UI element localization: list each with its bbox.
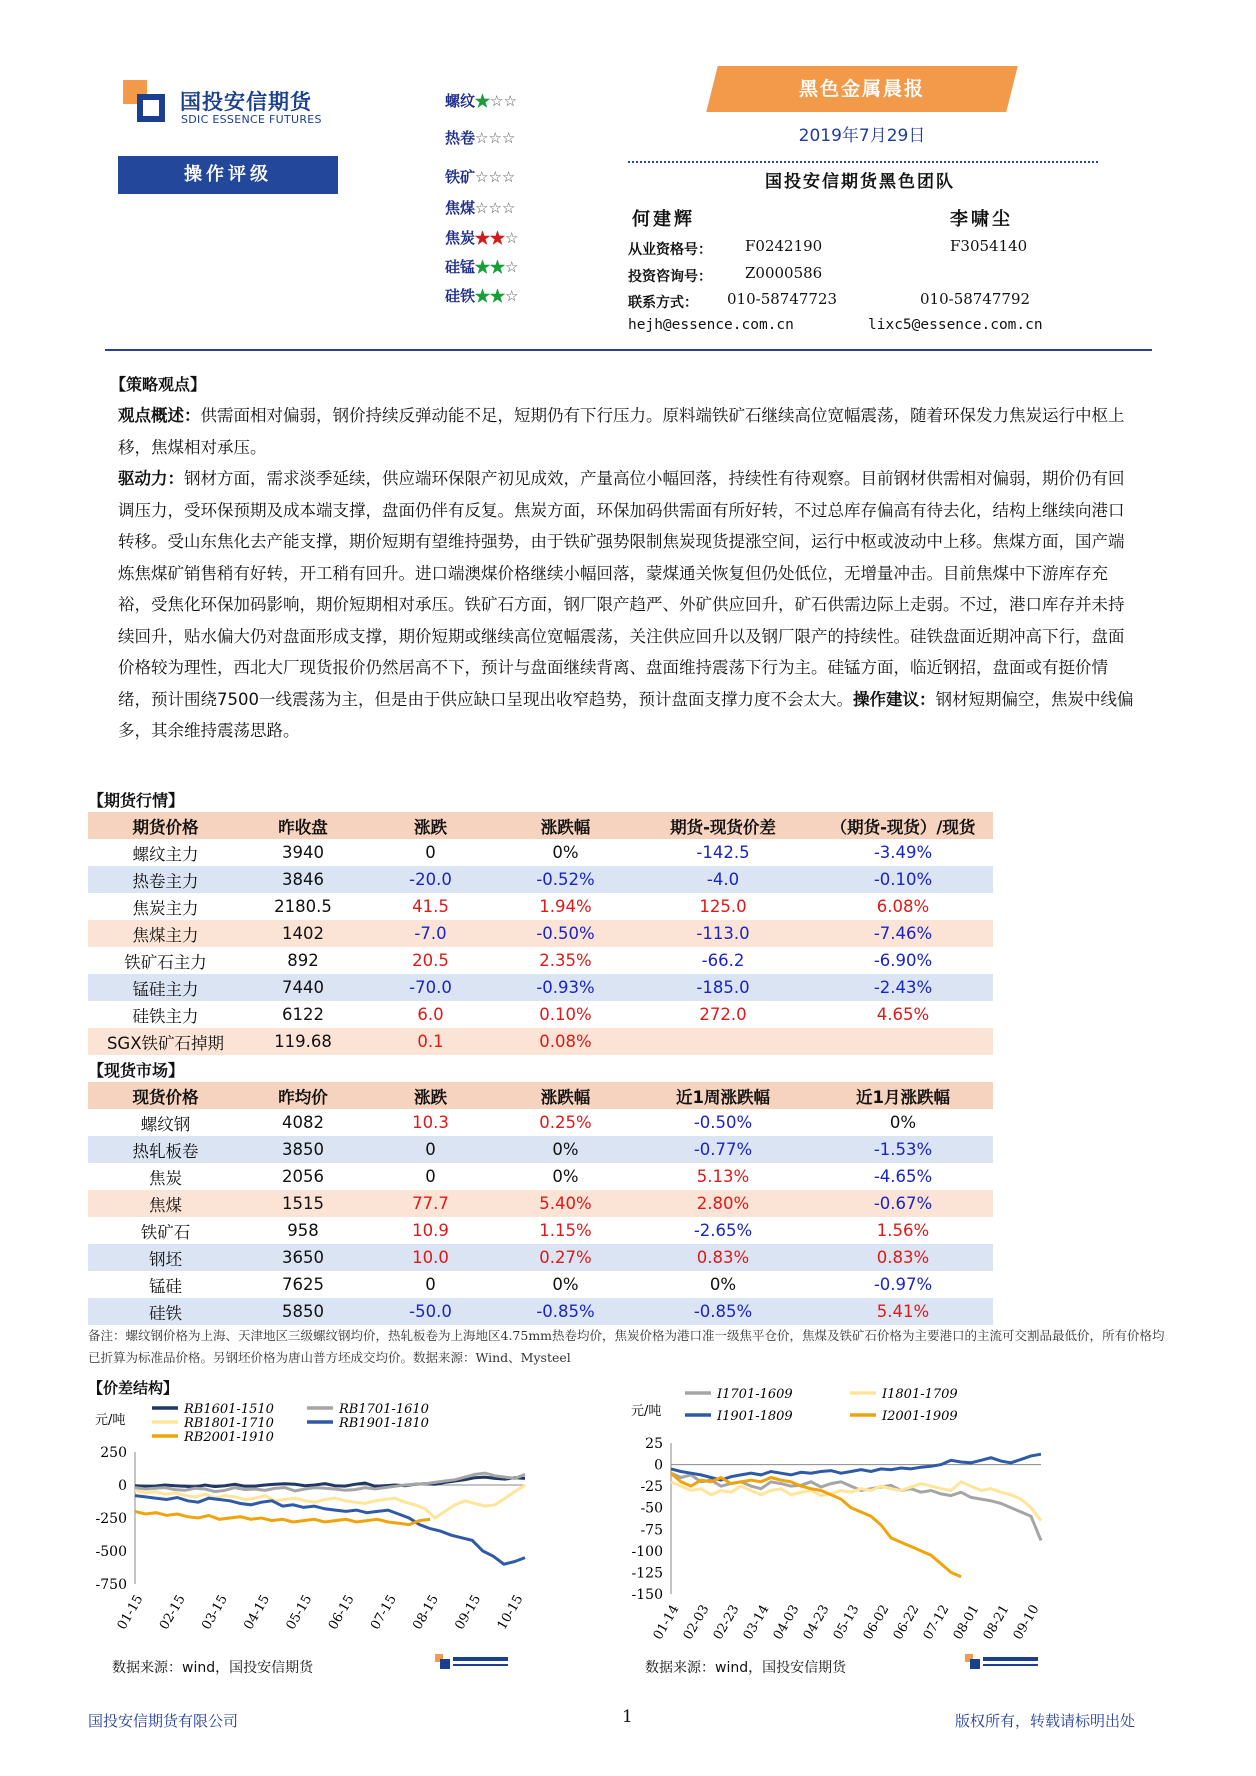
email-1[interactable]: hejh@essence.com.cn [628,317,794,333]
table-cell: 1.94% [498,893,633,920]
table-cell: 钢坯 [88,1244,243,1271]
spot-table [88,1082,993,1325]
table-cell: 6.0 [363,1001,498,1028]
y-tick-label: -500 [95,1544,127,1560]
table-cell: 0 [363,1163,498,1190]
chart2-watermark-logo [965,1652,1045,1674]
x-tick-label: 05-13 [830,1602,863,1643]
rating-silicomanganese: 硅锰★★☆ [445,258,519,276]
table-note: 备注：螺纹钢价格为上海、天津地区三级螺纹钢均价，热轧板卷为上海地区4.75mm热卷均价，焦炭价格为港口准一级焦平仓价，焦煤及铁矿石价格为主要港口的主流可交割品最低价，所有价格均已折算为标准品价格。另钢坯价格为唐山普方坯成交均价。数据来源：Wind、Mysteel [88,1328,1165,1365]
table-cell: 0.10% [498,1001,633,1028]
table-cell: 0.27% [498,1244,633,1271]
summary-paragraph [118,400,1138,463]
spot-heading: 【现货市场】 [88,1061,185,1080]
header-divider [105,349,1152,351]
table-cell: -113.0 [633,920,813,947]
rating-iron-ore: 铁矿☆☆☆ [445,168,516,186]
email-2[interactable]: lixc5@essence.com.cn [868,317,1043,333]
y-tick-label: -125 [631,1565,663,1582]
table-cell: 10.3 [363,1109,498,1136]
table-cell: -6.90% [813,947,993,974]
table-cell: -7.0 [363,920,498,947]
table-cell: 焦煤 [88,1190,243,1217]
x-tick-label: 07-15 [368,1592,400,1633]
table-cell: -0.67% [813,1190,993,1217]
series-line [671,1473,961,1577]
table-cell: 0% [633,1271,813,1298]
y-tick-label: -25 [640,1479,663,1496]
spread-heading: 【价差结构】 [88,1379,179,1397]
column-header: 涨跌幅 [498,1082,633,1109]
table-row [88,1109,993,1136]
table-cell: 5.40% [498,1190,633,1217]
team-name: 国投安信期货黑色团队 [765,172,955,192]
table-cell: 2180.5 [243,893,363,920]
table-cell: 10.9 [363,1217,498,1244]
table-cell: 螺纹主力 [88,839,243,866]
table-cell: 0% [498,1136,633,1163]
futures-table [88,812,993,1055]
table-cell: 3850 [243,1136,363,1163]
table-cell: 77.7 [363,1190,498,1217]
legend-label: I1701-1609 [717,1387,793,1402]
x-tick-label: 06-15 [325,1592,358,1633]
table-cell: 0% [498,1271,633,1298]
phone-2: 010-58747792 [920,290,1031,308]
table-cell: -0.50% [498,920,633,947]
table-cell: 5850 [243,1298,363,1325]
table-cell: 0.1 [363,1028,498,1055]
table-cell: 2.35% [498,947,633,974]
legend-label: I1901-1809 [717,1409,793,1424]
table-cell: 焦炭主力 [88,893,243,920]
table-cell: 4.65% [813,1001,993,1028]
x-tick-label: 02-15 [156,1592,189,1633]
table-cell: 2.80% [633,1190,813,1217]
x-tick-label: 02-03 [680,1602,713,1643]
column-header: 涨跌 [363,812,498,839]
table-cell: 铁矿石 [88,1217,243,1244]
table-cell: 0% [498,1163,633,1190]
table-cell: 41.5 [363,893,498,920]
x-tick-label: 02-23 [710,1602,743,1643]
table-cell: 5.13% [633,1163,813,1190]
table-row [88,947,993,974]
report-date: 2019年7月29日 [798,126,926,146]
futures-header-row [88,812,993,839]
x-tick-label: 09-10 [1010,1602,1043,1643]
table-row [88,1217,993,1244]
table-cell: -20.0 [363,866,498,893]
table-cell: 0% [498,839,633,866]
y-tick-label: -75 [640,1522,663,1539]
driver-label: 驱动力： [118,469,184,488]
table-row [88,1136,993,1163]
chart-iron-ore-spread [625,1385,1055,1650]
y-tick-label: 25 [645,1436,663,1452]
table-cell: 6.08% [813,893,993,920]
invest-number-1: Z0000586 [745,264,823,282]
x-tick-label: 05-15 [283,1592,316,1633]
table-cell: -3.49% [813,839,993,866]
x-tick-label: 03-15 [199,1592,231,1633]
y-axis-label: 元/吨 [95,1413,126,1428]
table-cell: 1.15% [498,1217,633,1244]
table-cell: 焦煤主力 [88,920,243,947]
table-cell: -4.0 [633,866,813,893]
table-cell: 2056 [243,1163,363,1190]
table-cell: 1515 [243,1190,363,1217]
legend-label: RB1701-1610 [339,1402,429,1417]
x-tick-label: 10-15 [494,1592,527,1633]
table-cell: -0.77% [633,1136,813,1163]
table-cell [813,1028,993,1055]
rating-label: 操作评级 [118,156,338,194]
spot-header-row [88,1082,993,1109]
table-cell: 119.68 [243,1028,363,1055]
x-tick-label: 06-22 [890,1602,923,1643]
table-cell: -2.43% [813,974,993,1001]
y-tick-label: -250 [95,1511,127,1527]
y-tick-label: -100 [631,1543,663,1560]
table-cell: 0 [363,1271,498,1298]
table-cell: 热卷主力 [88,866,243,893]
table-cell: -0.52% [498,866,633,893]
x-tick-label: 01-15 [114,1592,147,1633]
legend-label: RB1601-1510 [184,1402,274,1417]
table-cell: -1.53% [813,1136,993,1163]
rating-rebar: 螺纹★☆☆ [445,92,517,110]
table-cell: 0 [363,839,498,866]
table-row [88,1028,993,1055]
table-cell: 铁矿石主力 [88,947,243,974]
x-tick-label: 06-02 [860,1602,893,1643]
table-cell: -0.85% [633,1298,813,1325]
rating-hotcoil: 热卷☆☆☆ [445,129,516,147]
phone-1: 010-58747723 [727,290,838,308]
column-header: 昨收盘 [243,812,363,839]
series-line [135,1496,525,1565]
table-cell: -0.93% [498,974,633,1001]
series-line [671,1473,1041,1540]
chart-rb-spread [95,1390,545,1650]
x-tick-label: 08-01 [950,1602,983,1643]
footer-rights: 版权所有，转载请标明出处 [955,1712,1136,1730]
table-cell: -2.65% [633,1217,813,1244]
table-cell: 0.83% [813,1244,993,1271]
legend-label: RB1901-1810 [339,1416,429,1431]
advice-label: 操作建议： [853,689,936,709]
table-cell: -0.97% [813,1271,993,1298]
y-tick-label: -50 [640,1500,663,1517]
x-tick-label: 04-03 [770,1602,803,1643]
table-row [88,866,993,893]
table-cell: 0 [363,1136,498,1163]
report-banner: 黑色金属晨报 [798,78,925,100]
analyst-name-2: 李啸尘 [950,209,1013,230]
table-cell: 螺纹钢 [88,1109,243,1136]
legend-label: RB2001-1910 [184,1430,274,1445]
table-cell: -0.85% [498,1298,633,1325]
table-cell: 125.0 [633,893,813,920]
table-cell: -0.10% [813,866,993,893]
table-cell: 0.25% [498,1109,633,1136]
table-cell: 硅铁 [88,1298,243,1325]
strategy-heading: 【策略观点】 [110,375,207,394]
table-cell: -142.5 [633,839,813,866]
table-row [88,893,993,920]
rating-coking-coal: 焦煤☆☆☆ [445,199,516,217]
futures-heading: 【期货行情】 [88,791,185,810]
rating-ferrosilicon: 硅铁★★☆ [445,287,519,305]
y-tick-label: 250 [100,1445,127,1461]
table-cell: -66.2 [633,947,813,974]
x-tick-label: 09-15 [452,1592,485,1633]
x-tick-label: 07-12 [920,1602,953,1643]
chart2-source: 数据来源：wind，国投安信期货 [645,1660,847,1676]
table-cell: 958 [243,1217,363,1244]
table-row [88,920,993,947]
driver-paragraph [118,463,1138,747]
column-header: 期货价格 [88,812,243,839]
table-cell: -185.0 [633,974,813,1001]
table-row [88,1271,993,1298]
table-cell: 10.0 [363,1244,498,1271]
cert-number-1: F0242190 [745,237,823,255]
x-tick-label: 04-23 [800,1602,833,1643]
x-tick-label: 08-15 [410,1592,443,1633]
table-cell: -7.46% [813,920,993,947]
rating-coke: 焦炭★★☆ [445,229,519,247]
series-line [135,1473,525,1492]
series-line [135,1511,430,1524]
y-tick-label: 0 [118,1478,127,1494]
invest-label: 投资咨询号： [628,269,712,285]
table-cell: 7440 [243,974,363,1001]
x-tick-label: 04-15 [241,1592,274,1633]
y-tick-label: -150 [631,1587,663,1603]
legend-label: I1801-1709 [882,1387,958,1402]
column-header: 现货价格 [88,1082,243,1109]
table-cell: 5.41% [813,1298,993,1325]
column-header: 期货-现货价差 [633,812,813,839]
advice-text: 钢材短期偏空，焦炭中线偏多，其余维持震荡思路。 [118,689,1134,740]
footer-page-number: 1 [622,1707,633,1727]
table-cell: -0.50% [633,1109,813,1136]
table-cell: 硅铁主力 [88,1001,243,1028]
table-row [88,1298,993,1325]
table-row [88,1163,993,1190]
table-row [88,1244,993,1271]
table-cell: 272.0 [633,1001,813,1028]
cert-label: 从业资格号： [628,242,712,258]
table-cell: 0% [813,1109,993,1136]
contact-label: 联系方式： [628,295,698,311]
table-cell: 热轧板卷 [88,1136,243,1163]
table-cell: 4082 [243,1109,363,1136]
table-cell: 0.08% [498,1028,633,1055]
table-cell: 焦炭 [88,1163,243,1190]
table-cell: 3846 [243,866,363,893]
cert-number-2: F3054140 [950,237,1028,255]
table-cell: 20.5 [363,947,498,974]
summary-label: 观点概述： [118,406,201,425]
column-header: 涨跌幅 [498,812,633,839]
chart1-source: 数据来源：wind，国投安信期货 [112,1660,314,1676]
column-header: 近1月涨跌幅 [813,1082,993,1109]
column-header: （期货-现货）/现货 [813,812,993,839]
y-tick-label: -750 [95,1577,127,1593]
x-tick-label: 01-14 [650,1602,683,1643]
driver-text: 钢材方面，需求淡季延续，供应端环保限产初见成效，产量高位小幅回落，持续性有待观察。目前钢材供需相对偏弱，期价仍有回调压力，受环保预期及成本端支撑，盘面仍伴有反复。焦炭方面，环保加码供需面有所好转，不过总库存偏高有待去化，结构上继续向港口转移。受山东焦化去产能支撑，期价短期有望维持强势，由于铁矿强势限制焦炭现货提涨空间，运行中枢或波动中上移。焦煤方面，国产端炼焦煤矿销售稍有好转，开工稍有回升。进口端澳煤价格继续小幅回落，蒙煤通关恢复但仍处低位，无增量冲击。目前焦煤中下游库存充裕，受焦化环保加码影响，期价短期相对承压。铁矿石方面，钢厂限产趋严、外矿供应回升，矿石供需边际上走弱。不过，港口库存并未持续回升，贴水偏大仍对盘面形成支撑，期价短期或继续高位宽幅震荡，关注供应回升以及钢厂限产的持续性。硅铁盘面近期冲高下行，盘面价格较为理性，西北大厂现货报价仍然居高不下，预计与盘面继续背离、盘面维持震荡下行为主。硅锰方面，临近钢招，盘面或有挺价情绪，预计围绕7500一线震荡为主，但是由于供应缺口呈现出收窄趋势，预计盘面支撑力度不会太大。 [118,469,1125,709]
chart1-watermark-logo [435,1652,515,1674]
logo-en: SDIC ESSENCE FUTURES [181,113,322,126]
table-cell: 3940 [243,839,363,866]
table-row [88,974,993,1001]
summary-text: 供需面相对偏弱，钢价持续反弹动能不足，短期仍有下行压力。原料端铁矿石继续高位宽幅震荡，随着环保发力焦炭运行中枢上移，焦煤相对承压。 [118,406,1125,457]
table-cell: 892 [243,947,363,974]
column-header: 昨均价 [243,1082,363,1109]
table-cell: 3650 [243,1244,363,1271]
series-line [671,1454,1041,1480]
table-cell: 1402 [243,920,363,947]
table-cell: -70.0 [363,974,498,1001]
table-cell: 锰硅 [88,1271,243,1298]
series-line [135,1477,525,1487]
legend-label: RB1801-1710 [184,1416,274,1431]
table-row [88,839,993,866]
dotted-divider [628,161,1098,163]
table-cell: 0.83% [633,1244,813,1271]
table-row [88,1190,993,1217]
table-cell: 7625 [243,1271,363,1298]
table-cell: SGX铁矿石掉期 [88,1028,243,1055]
table-cell: 锰硅主力 [88,974,243,1001]
column-header: 近1周涨跌幅 [633,1082,813,1109]
table-row [88,1001,993,1028]
analyst-name-1: 何建辉 [632,209,695,230]
company-logo [123,80,167,124]
y-axis-label: 元/吨 [631,1404,662,1419]
table-cell: -4.65% [813,1163,993,1190]
legend-label: I2001-1909 [882,1409,958,1424]
x-tick-label: 08-21 [980,1602,1013,1643]
logo-cn: 国投安信期货 [180,90,312,114]
table-cell: 6122 [243,1001,363,1028]
column-header: 涨跌 [363,1082,498,1109]
x-tick-label: 03-14 [740,1602,773,1643]
table-cell: -50.0 [363,1298,498,1325]
footer-company: 国投安信期货有限公司 [88,1712,239,1730]
table-cell: 1.56% [813,1217,993,1244]
y-tick-label: 0 [654,1457,663,1474]
table-cell [633,1028,813,1055]
